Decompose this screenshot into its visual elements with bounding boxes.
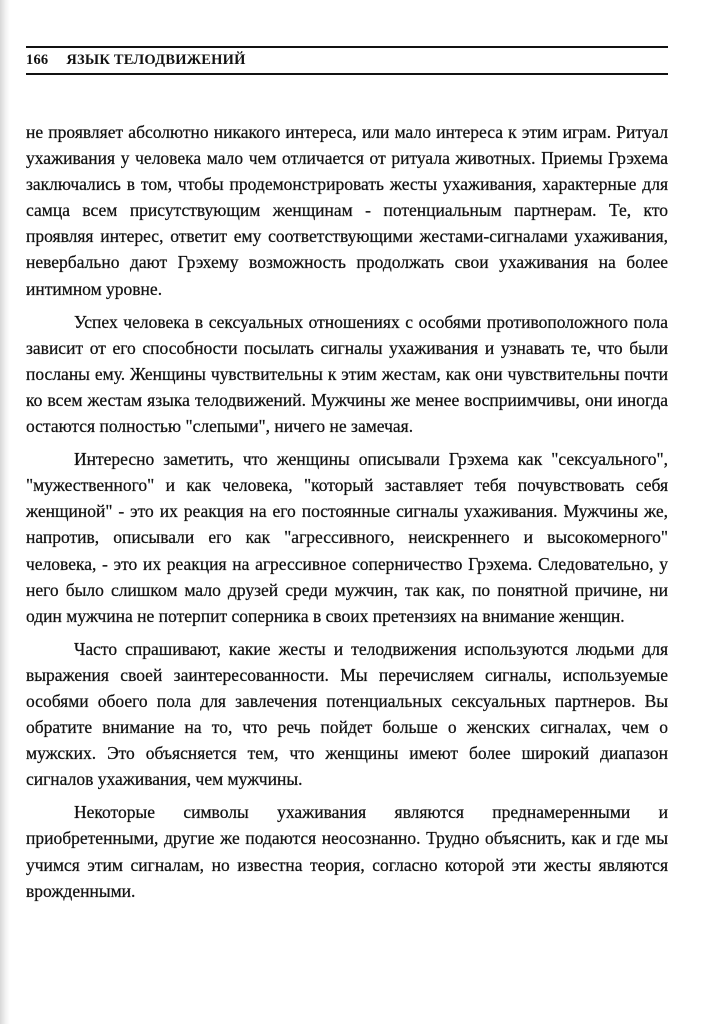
book-page bbox=[26, 46, 668, 904]
paragraph-2: Успех человека в сексуальных отношениях с особями противоположного пола зависит от его способности посылать сигналы ухаживания и узнавать те, что были посланы ему. Женщины чувствительны к этим жестам, как они чувствительны почти ко всем жестам языка телодвижений. Мужчины же менее восприимчивы, они иногда остаются полностью "слепыми", ничего не замечая. bbox=[26, 311, 668, 437]
body-text bbox=[26, 119, 668, 904]
paragraph-1: не проявляет абсолютно никакого интереса, или мало интереса к этим играм. Ритуал ухаживания у человека мало чем отличается от ритуала животных. Приемы Грэхема заключались в том, чтобы продемонстрировать жесты ухаживания, характерные для самца всем присутствующим женщинам - потенциальным партнерам. Те, кто проявляя интерес, ответит ему соответствующими жестами-сигналами ухаживания, невербально дают Грэхему возможность продолжать свои ухаживания на более интимном уровне. bbox=[26, 122, 668, 299]
paragraph-4: Часто спрашивают, какие жесты и телодвижения используются людьми для выражения своей заинтересованности. Мы перечисляем сигналы, используемые особями обоего пола для завлечения потенциальных сексуальных партнеров. Вы обратите внимание на то, что речь пойдет больше о женских сигналах, чем о мужских. Это объясняется тем, что женщины имеют более широкий диапазон сигналов ухаживания, чем мужчины. bbox=[26, 638, 668, 790]
running-header bbox=[26, 46, 668, 75]
page-number: 166 bbox=[26, 52, 49, 68]
paragraph-3: Интересно заметить, что женщины описывали Грэхема как "сексуального", "мужественного" и как человека, "который заставляет тебя почувствовать себя женщиной" - это их реакция на его постоянные сигналы ухаживания. Мужчины же, напротив, описывали его как "агрессивного, неискреннего и высокомерного" человека, - это их реакция на агрессивное соперничество Грэхема. Следовательно, у него было слишком мало друзей среди мужчин, так как, по понятной причине, ни один мужчина не потерпит соперника в своих претензиях на внимание женщин. bbox=[26, 449, 668, 626]
running-title: ЯЗЫК ТЕЛОДВИЖЕНИЙ bbox=[66, 52, 246, 68]
scan-left-edge-shadow bbox=[0, 0, 10, 1024]
paragraph-5: Некоторые символы ухаживания являются преднамеренными и приобретенными, другие же подаются неосознанно. Трудно объяснить, как и где мы учимся этим сигналам, но известна теория, согласно которой эти жесты являются врожденными. bbox=[26, 802, 668, 901]
